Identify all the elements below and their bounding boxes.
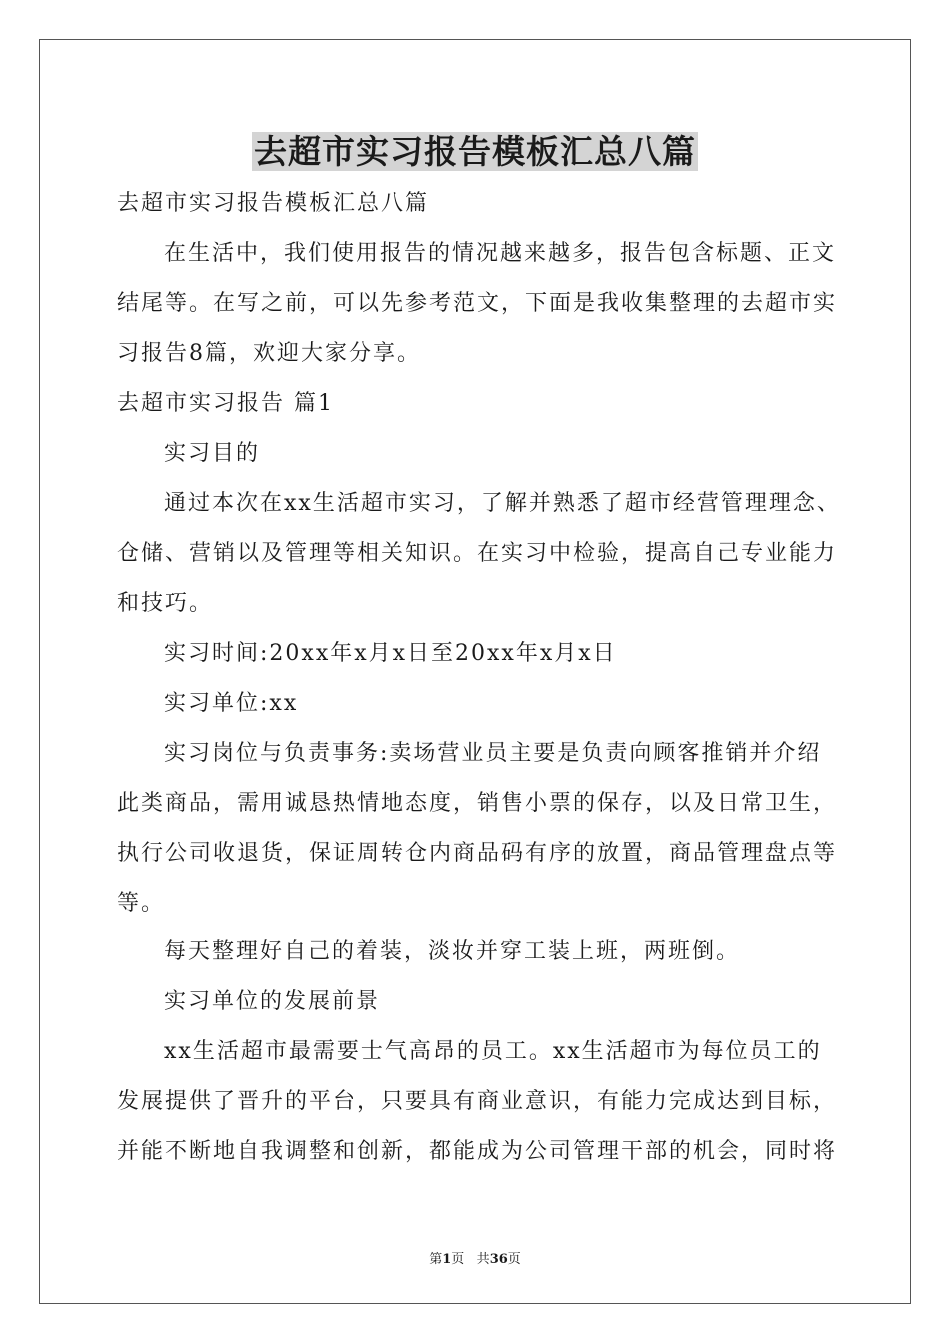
paragraph-line: 在生活中，我们使用报告的情况越来越多，报告包含标题、正文 [164,241,837,266]
total-suffix: 页 [507,1252,521,1267]
paragraph-line: 每天整理好自己的着装，淡妆并穿工装上班，两班倒。 [164,939,741,964]
paragraph-line: 并能不断地自我调整和创新，都能成为公司管理干部的机会，同时将 [117,1139,838,1164]
subtitle-line: 去超市实习报告模板汇总八篇 [117,191,430,216]
paragraph-line: 仓储、营销以及管理等相关知识。在实习中检验，提高自己专业能力 [117,541,838,566]
paragraph-line: xx生活超市最需要士气高昂的员工。xx生活超市为每位员工的 [164,1039,822,1064]
paragraph-line: 通过本次在xx生活超市实习，了解并熟悉了超市经营管理理念、 [164,491,841,516]
page-footer [0,1248,950,1267]
page-prefix: 第 [429,1252,443,1267]
paragraph-line: 实习单位的发展前景 [164,989,381,1014]
total-prefix: 共 [476,1252,490,1267]
total-pages: 36 [489,1252,508,1267]
paragraph-line: 执行公司收退货，保证周转仓内商品码有序的放置，商品管理盘点等 [117,841,838,866]
paragraph-line: 和技巧。 [117,591,214,616]
paragraph-line: 实习单位:xx [164,691,299,716]
paragraph-line: 结尾等。在写之前，可以先参考范文，下面是我收集整理的去超市实 [117,291,838,316]
page-suffix: 页 [451,1252,465,1267]
paragraph-line: 实习目的 [164,441,261,466]
paragraph-line: 等。 [117,891,166,916]
page-number: 1 [442,1252,452,1267]
section-heading: 去超市实习报告 篇1 [117,391,334,416]
paragraph-line: 此类商品，需用诚恳热情地态度，销售小票的保存，以及日常卫生， [117,791,838,816]
paragraph-line: 习报告8篇，欢迎大家分享。 [117,341,421,366]
document-title [0,126,950,173]
paragraph-line: 实习时间:20xx年x月x日至20xx年x月x日 [164,641,617,666]
paragraph-line: 发展提供了晋升的平台，只要具有商业意识，有能力完成达到目标， [117,1089,838,1114]
paragraph-line: 实习岗位与负责事务:卖场营业员主要是负责向顾客推销并介绍 [164,741,822,766]
title-text: 去超市实习报告模板汇总八篇 [254,132,696,171]
